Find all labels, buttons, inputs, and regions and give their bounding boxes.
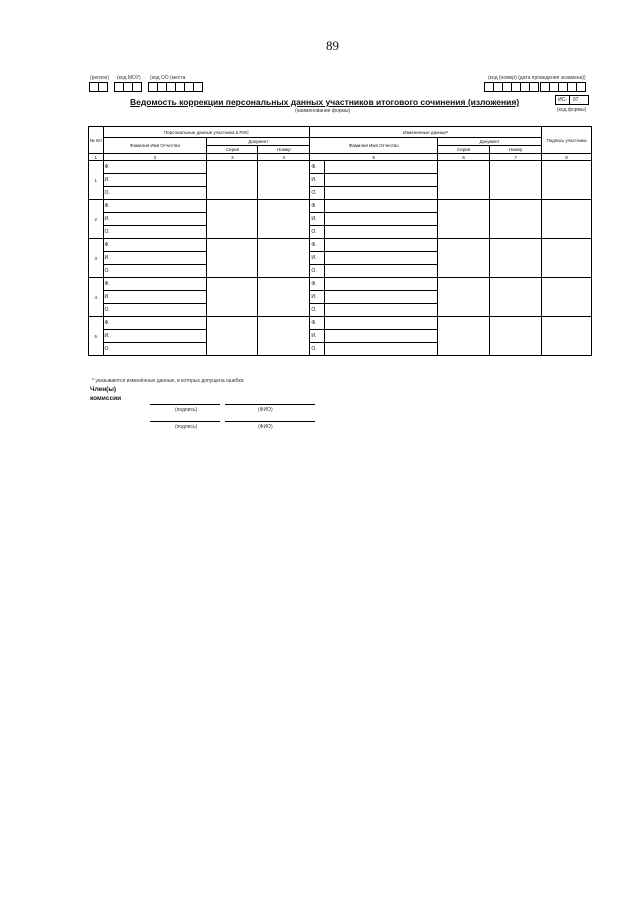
fio-letter-cell[interactable] — [103, 252, 207, 265]
col-index: 8 — [542, 154, 592, 161]
changed-fio-cell[interactable] — [324, 330, 437, 343]
series-cell[interactable] — [207, 317, 258, 356]
header-document-1: Документ — [207, 138, 310, 146]
col-index: 4 — [258, 154, 310, 161]
col-index: 6 — [438, 154, 490, 161]
label-right-codes: (код (номер) (дата проведения экзамена)) — [488, 75, 586, 81]
changed-fio-cell[interactable] — [324, 174, 437, 187]
series-cell[interactable] — [207, 278, 258, 317]
changed-fio-cell[interactable] — [324, 200, 437, 213]
exam-code-boxes[interactable] — [484, 82, 538, 92]
fio-letter: О. — [104, 267, 110, 274]
changed-fio-letter: Ф. — [311, 202, 317, 209]
changed-series-cell[interactable] — [438, 239, 490, 278]
fio-letter: И. — [104, 254, 110, 261]
changed-letter-cell — [310, 330, 325, 343]
changed-fio-cell[interactable] — [324, 239, 437, 252]
changed-series-cell[interactable] — [438, 161, 490, 200]
fio-letter: Ф. — [104, 280, 110, 287]
changed-fio-letter: О. — [311, 228, 317, 235]
changed-number-cell[interactable] — [490, 239, 542, 278]
header-group-changed: Измененные данные* — [310, 127, 542, 138]
fio-letter-cell[interactable] — [103, 317, 207, 330]
number-cell[interactable] — [258, 278, 310, 317]
fio-letter: О. — [104, 306, 110, 313]
changed-fio-letter: И. — [311, 293, 317, 300]
fio-letter: Ф. — [104, 241, 110, 248]
header-num: № п/п — [89, 127, 104, 154]
fio-letter-cell[interactable] — [103, 278, 207, 291]
sign-caption-2: (подпись) — [175, 424, 198, 430]
changed-letter-cell — [310, 278, 325, 291]
row-number: 3 — [89, 239, 104, 278]
members-label: Член(ы) — [90, 386, 117, 393]
mou-code-boxes[interactable] — [114, 82, 141, 92]
header-group-rcoi: Персональные данные участника в РИС — [103, 127, 310, 138]
form-code-prefix: ИС- — [558, 97, 567, 103]
header-document-2: Документ — [438, 138, 542, 146]
signature-cell[interactable] — [542, 161, 592, 200]
exam-date-boxes[interactable] — [540, 82, 585, 92]
changed-fio-cell[interactable] — [324, 278, 437, 291]
fio-letter-cell[interactable] — [103, 291, 207, 304]
changed-fio-cell[interactable] — [324, 213, 437, 226]
row-number: 5 — [89, 317, 104, 356]
changed-fio-cell[interactable] — [324, 343, 437, 356]
fio-letter: О. — [104, 345, 110, 352]
label-mou: (код МОУ) — [117, 75, 141, 81]
changed-fio-letter: Ф. — [311, 241, 317, 248]
fio-letter: Ф. — [104, 319, 110, 326]
label-oo: (код ОО (места — [150, 75, 186, 81]
label-region: (регион) — [90, 75, 110, 81]
fio-letter-cell[interactable] — [103, 330, 207, 343]
fio-letter-cell[interactable] — [103, 265, 207, 278]
changed-fio-letter: О. — [311, 189, 317, 196]
fio-letter: И. — [104, 215, 110, 222]
fio-letter-cell[interactable] — [103, 343, 207, 356]
header-number-1: Номер — [258, 146, 310, 154]
footnote: * указываются изменённые данные, в которых допущена ошибка — [92, 378, 244, 384]
fio-letter-cell[interactable] — [103, 200, 207, 213]
changed-letter-cell — [310, 252, 325, 265]
row-number: 1 — [89, 161, 104, 200]
table-row — [89, 161, 592, 174]
changed-letter-cell — [310, 265, 325, 278]
changed-series-cell[interactable] — [438, 317, 490, 356]
signature-line-1[interactable] — [150, 404, 220, 405]
changed-fio-cell[interactable] — [324, 187, 437, 200]
changed-number-cell[interactable] — [490, 161, 542, 200]
changed-fio-cell[interactable] — [324, 226, 437, 239]
table-row — [89, 278, 592, 291]
series-cell[interactable] — [207, 200, 258, 239]
changed-letter-cell — [310, 304, 325, 317]
sign-caption-1: (подпись) — [175, 407, 198, 413]
header-signature: Подпись участника — [542, 127, 592, 154]
changed-fio-letter: И. — [311, 176, 317, 183]
fio-letter-cell[interactable] — [103, 174, 207, 187]
changed-fio-letter: О. — [311, 306, 317, 313]
fio-letter: Ф. — [104, 202, 110, 209]
changed-number-cell[interactable] — [490, 317, 542, 356]
changed-letter-cell — [310, 161, 325, 174]
header-fio-1: Фамилия Имя Отчество — [103, 138, 207, 154]
col-index: 2 — [103, 154, 207, 161]
changed-letter-cell — [310, 317, 325, 330]
fio-letter: И. — [104, 293, 110, 300]
changed-letter-cell — [310, 213, 325, 226]
fio-letter: О. — [104, 228, 110, 235]
fio-letter-cell[interactable] — [103, 239, 207, 252]
fio-letter: И. — [104, 332, 110, 339]
fio-letter-cell[interactable] — [103, 187, 207, 200]
fio-letter-cell[interactable] — [103, 226, 207, 239]
changed-fio-cell[interactable] — [324, 304, 437, 317]
row-number: 2 — [89, 200, 104, 239]
fio-letter: О. — [104, 189, 110, 196]
name-caption-2: (ФИО) — [258, 424, 273, 430]
page-number: 89 — [326, 38, 339, 53]
changed-fio-letter: Ф. — [311, 163, 317, 170]
oo-code-boxes[interactable] — [148, 82, 202, 92]
signature-cell[interactable] — [542, 278, 592, 317]
col-index: 7 — [490, 154, 542, 161]
changed-fio-letter: О. — [311, 267, 317, 274]
changed-fio-letter: Ф. — [311, 319, 317, 326]
changed-letter-cell — [310, 174, 325, 187]
series-cell[interactable] — [207, 239, 258, 278]
changed-letter-cell — [310, 343, 325, 356]
form-code-box — [555, 95, 589, 105]
fio-letter: И. — [104, 176, 110, 183]
signature-cell[interactable] — [542, 239, 592, 278]
col-index: 5 — [310, 154, 438, 161]
number-cell[interactable] — [258, 200, 310, 239]
fio-letter-cell[interactable] — [103, 161, 207, 174]
changed-series-cell[interactable] — [438, 200, 490, 239]
signature-cell[interactable] — [542, 200, 592, 239]
form-code-value: 07 — [569, 96, 582, 104]
name-line-1[interactable] — [225, 404, 315, 405]
changed-series-cell[interactable] — [438, 278, 490, 317]
number-cell[interactable] — [258, 317, 310, 356]
changed-fio-cell[interactable] — [324, 265, 437, 278]
fio-letter-cell[interactable] — [103, 304, 207, 317]
changed-fio-letter: И. — [311, 254, 317, 261]
changed-fio-letter: И. — [311, 332, 317, 339]
signature-cell[interactable] — [542, 317, 592, 356]
changed-letter-cell — [310, 187, 325, 200]
number-cell[interactable] — [258, 239, 310, 278]
col-index: 3 — [207, 154, 258, 161]
form-title: Ведомость коррекции персональных данных участников итогового сочинения (изложения) — [130, 97, 520, 107]
form-code-label: (код формы) — [557, 107, 587, 113]
changed-letter-cell — [310, 239, 325, 252]
fio-letter-cell[interactable] — [103, 213, 207, 226]
changed-number-cell[interactable] — [490, 278, 542, 317]
signature-line-2[interactable] — [150, 421, 220, 422]
table-row — [89, 200, 592, 213]
header-fio-2: Фамилия Имя Отчество — [310, 138, 438, 154]
changed-fio-cell[interactable] — [324, 252, 437, 265]
commission-label: комиссии — [90, 395, 122, 402]
number-cell[interactable] — [258, 161, 310, 200]
changed-fio-cell[interactable] — [324, 291, 437, 304]
row-number: 4 — [89, 278, 104, 317]
header-series-1: Серия — [207, 146, 258, 154]
changed-letter-cell — [310, 226, 325, 239]
form-subtitle: (наименование формы) — [295, 108, 351, 114]
changed-letter-cell — [310, 291, 325, 304]
name-line-2[interactable] — [225, 421, 315, 422]
changed-letter-cell — [310, 200, 325, 213]
changed-fio-letter: О. — [311, 345, 317, 352]
header-number-2: Номер — [490, 146, 542, 154]
changed-fio-cell[interactable] — [324, 161, 437, 174]
col-index: 1 — [89, 154, 104, 161]
name-caption-1: (ФИО) — [258, 407, 273, 413]
correction-table — [88, 126, 592, 356]
changed-fio-cell[interactable] — [324, 317, 437, 330]
header-series-2: Серия — [438, 146, 490, 154]
table-row — [89, 239, 592, 252]
changed-fio-letter: Ф. — [311, 280, 317, 287]
changed-fio-letter: И. — [311, 215, 317, 222]
changed-number-cell[interactable] — [490, 200, 542, 239]
table-row — [89, 317, 592, 330]
region-code-boxes[interactable] — [89, 82, 107, 92]
fio-letter: Ф. — [104, 163, 110, 170]
series-cell[interactable] — [207, 161, 258, 200]
